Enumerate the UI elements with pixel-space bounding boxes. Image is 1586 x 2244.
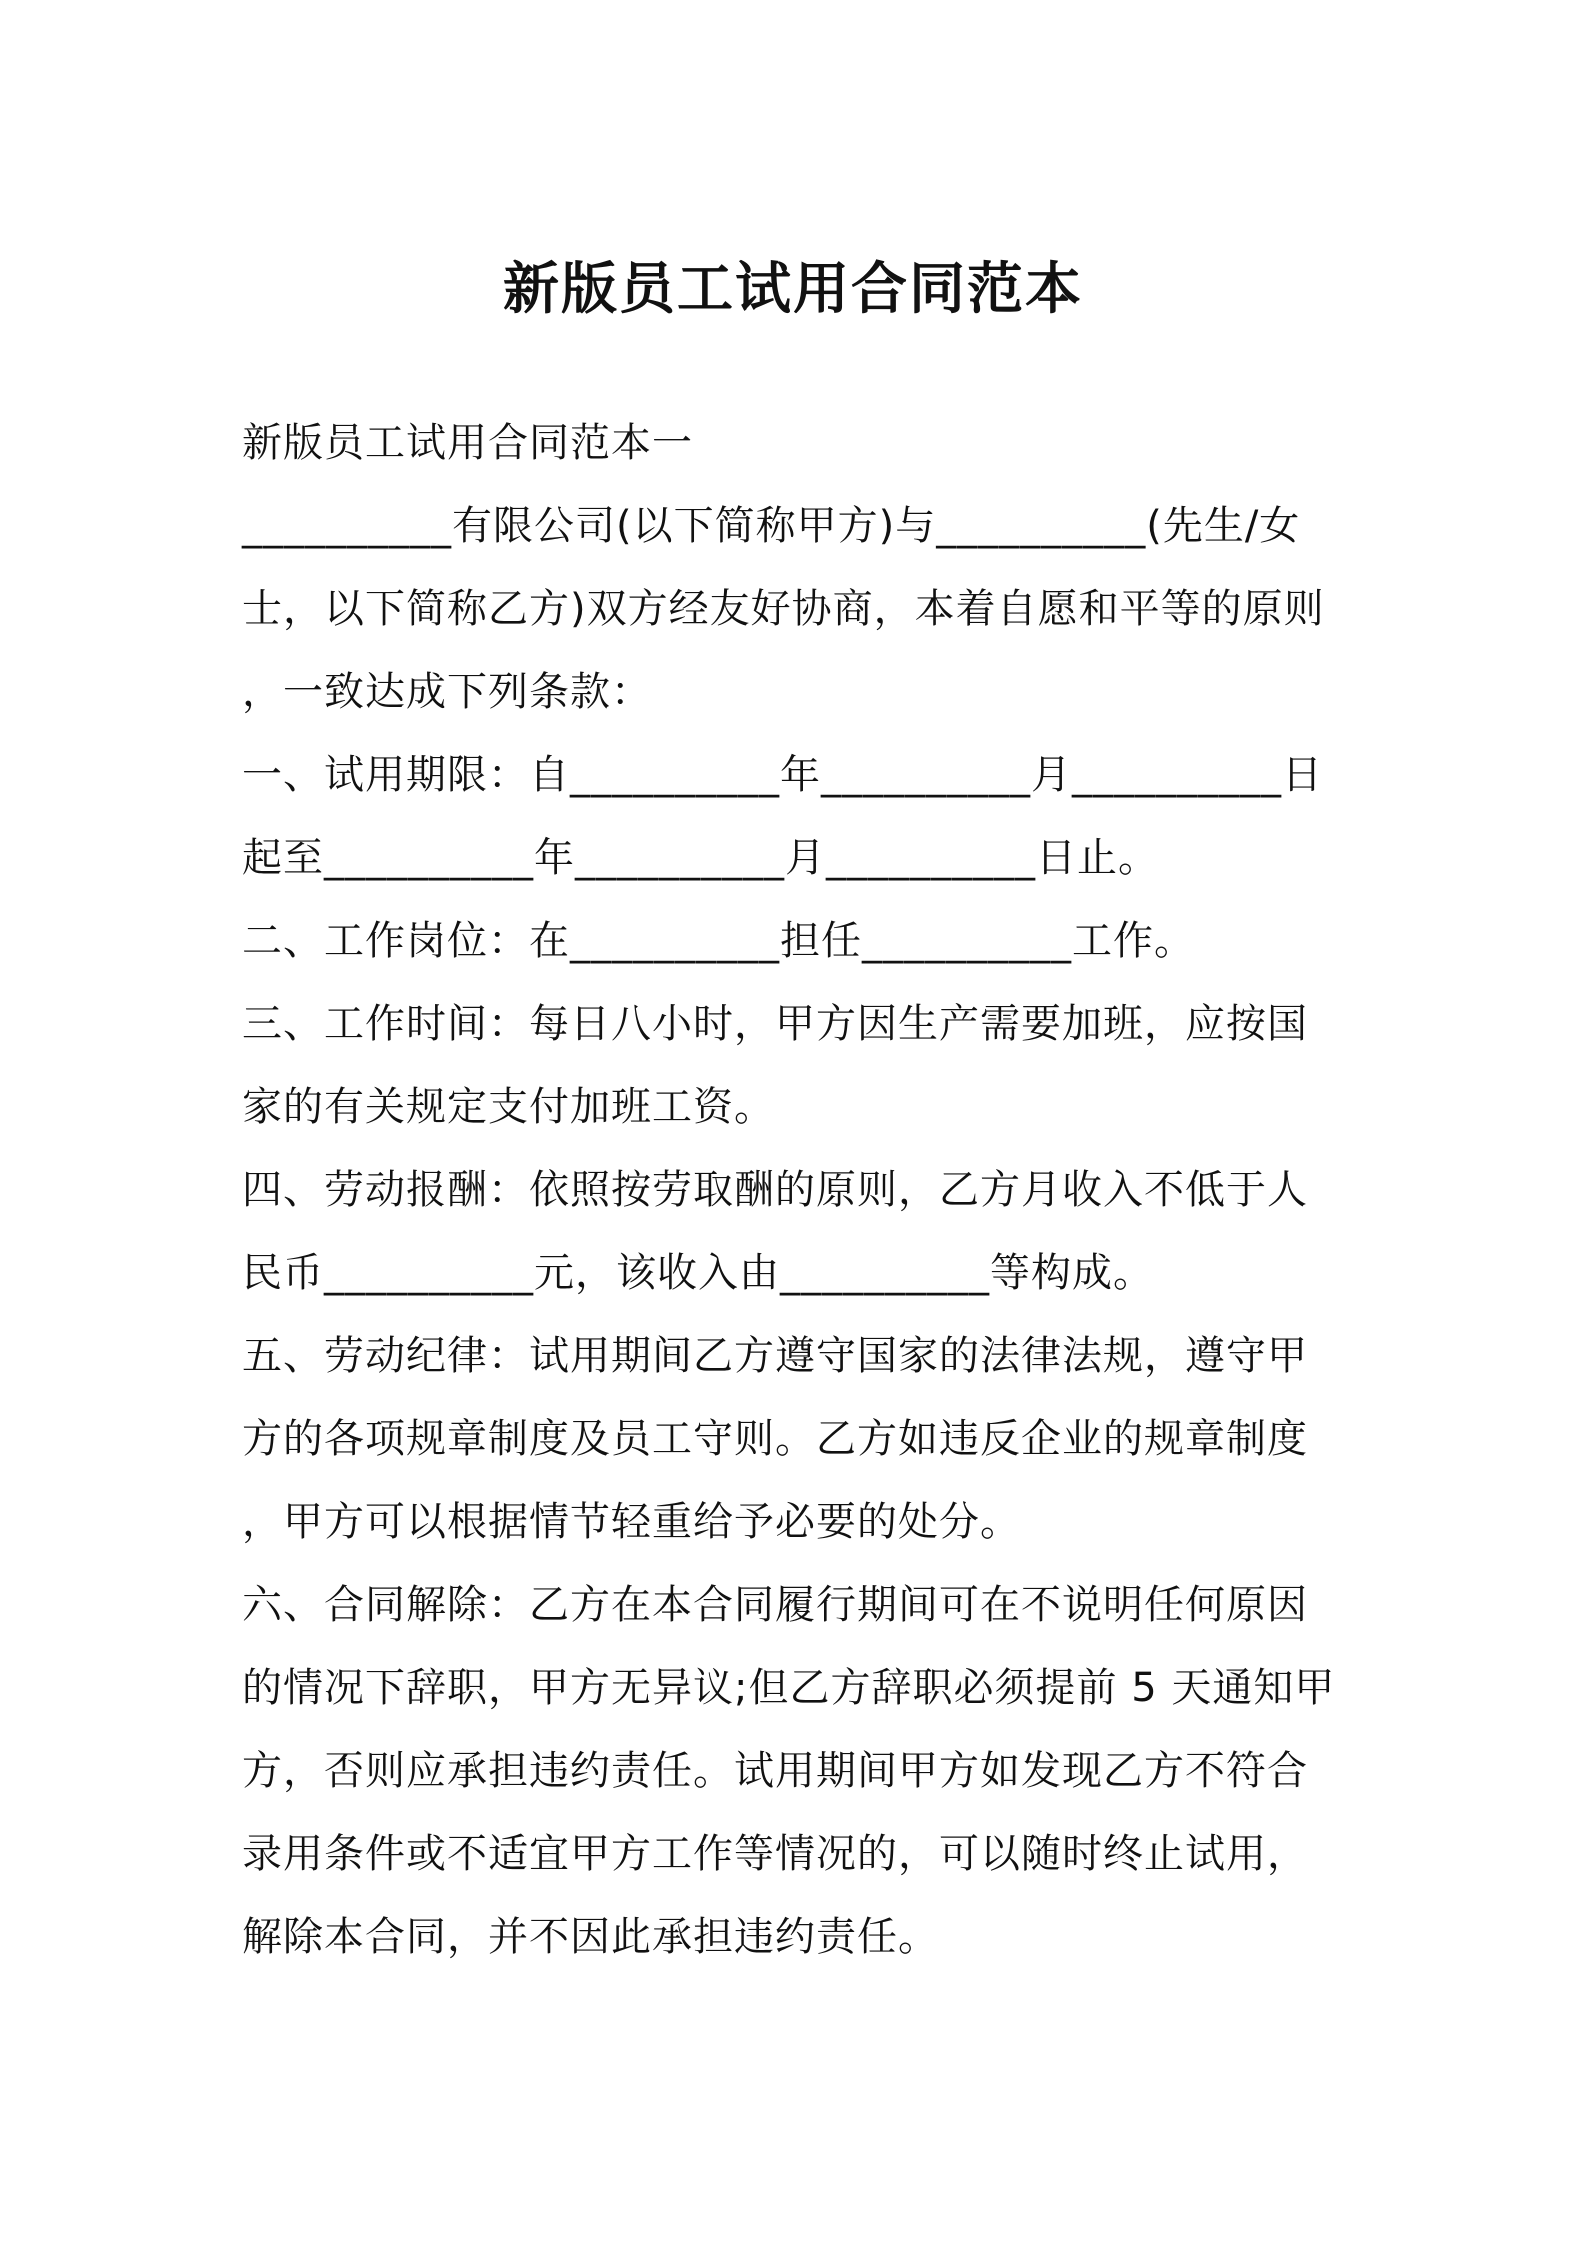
text-line: 一、试用期限：自__________年__________月__________日 (242, 752, 1323, 798)
text-line: 二、工作岗位：在__________担任__________工作。 (242, 918, 1195, 964)
text-line: 家的有关规定支付加班工资。 (242, 1084, 775, 1130)
text-line: 录用条件或不适宜甲方工作等情况的，可以随时终止试用， (242, 1831, 1308, 1877)
document-body (242, 402, 1352, 1979)
text-line: 新版员工试用合同范本一 (242, 420, 693, 466)
text-line: __________有限公司(以下简称甲方)与__________(先生/女 (242, 503, 1301, 549)
text-line: 的情况下辞职，甲方无异议;但乙方辞职必须提前 5 天通知甲 (242, 1665, 1336, 1711)
text-line: 士，以下简称乙方)双方经友好协商，本着自愿和平等的原则 (242, 586, 1325, 632)
text-line: ，甲方可以根据情节轻重给予必要的处分。 (242, 1499, 1021, 1545)
text-line: 民币__________元，该收入由__________等构成。 (242, 1250, 1154, 1296)
text-line: ，一致达成下列条款： (242, 669, 652, 715)
document-title: 新版员工试用合同范本 (503, 257, 1083, 322)
text-line: 方，否则应承担违约责任。试用期间甲方如发现乙方不符合 (242, 1748, 1308, 1794)
text-line: 四、劳动报酬：依照按劳取酬的原则，乙方月收入不低于人 (242, 1167, 1308, 1213)
text-line: 三、工作时间：每日八小时，甲方因生产需要加班，应按国 (242, 1001, 1308, 1047)
text-line: 五、劳动纪律：试用期间乙方遵守国家的法律法规，遵守甲 (242, 1333, 1308, 1379)
text-line: 方的各项规章制度及员工守则。乙方如违反企业的规章制度 (242, 1416, 1308, 1462)
text-line: 六、合同解除：乙方在本合同履行期间可在不说明任何原因 (242, 1582, 1308, 1628)
text-line: 解除本合同，并不因此承担违约责任。 (242, 1914, 939, 1960)
text-line: 起至__________年__________月__________日止。 (242, 835, 1159, 881)
